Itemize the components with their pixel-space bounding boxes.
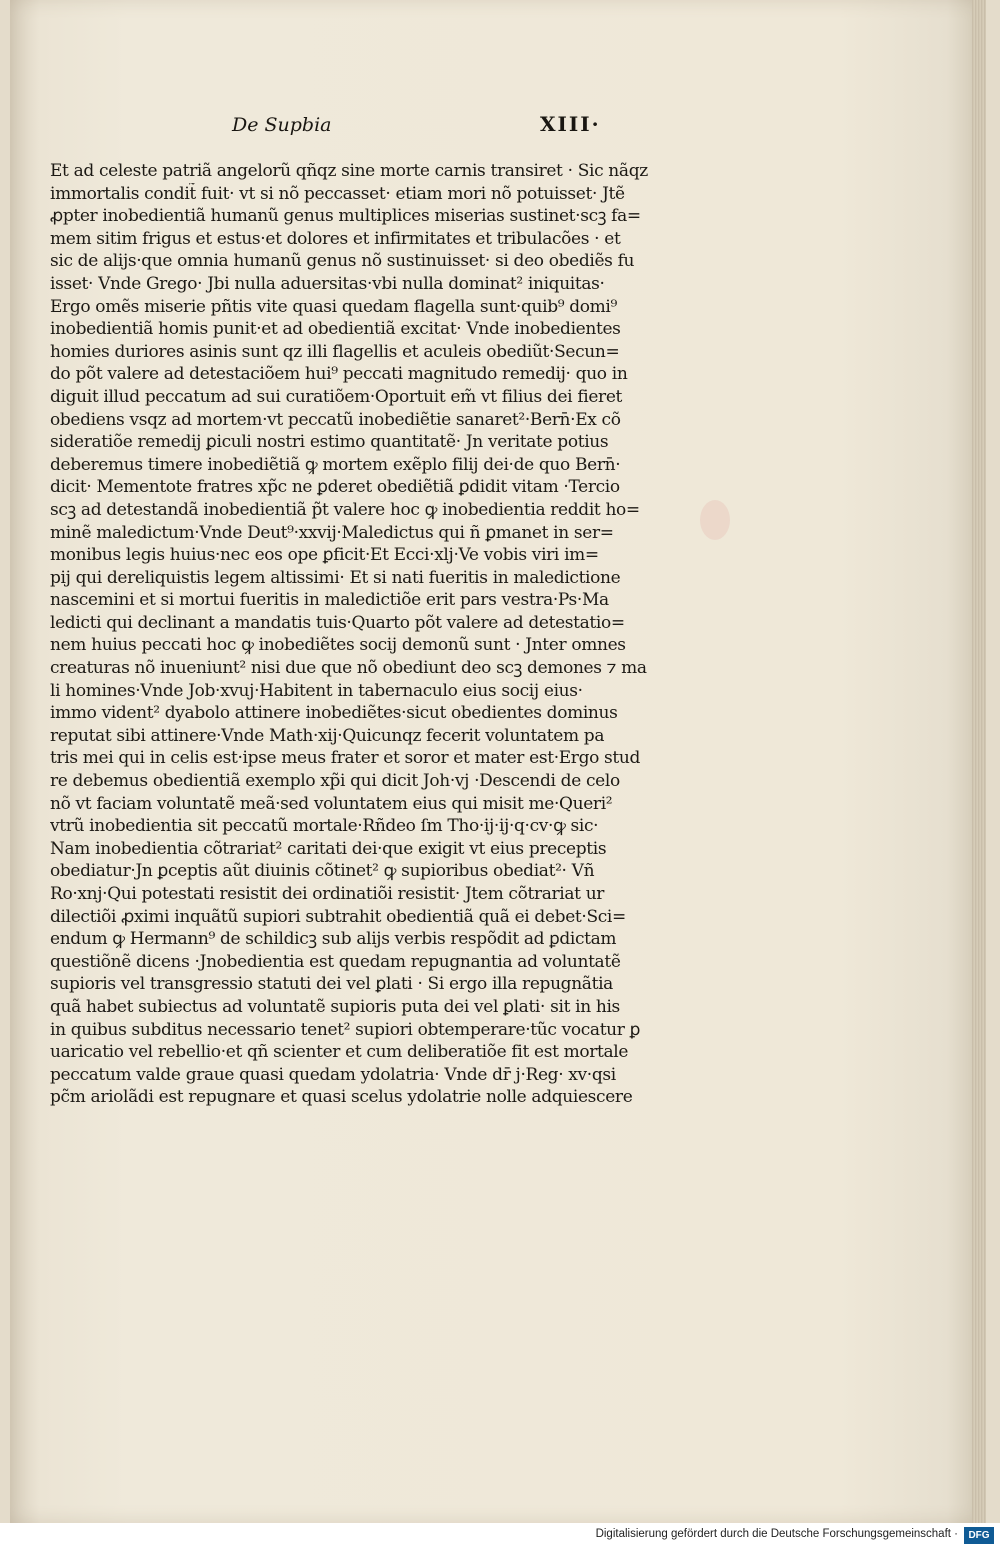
text-line: scꝫ ad detestandã inobedientiã p̃t valere hoc ꝙ inobedientia reddit ho=: [50, 499, 640, 520]
rubric-bleed-mark: [700, 500, 730, 540]
text-line: nascemini et si mortui fueritis in maledictiõe erit pars vestra·Ps·Ma: [50, 590, 609, 611]
text-line: uaricatio vel rebellio·et qñ scienter et cum deliberatiõe fit est mortale: [50, 1042, 629, 1063]
text-line: Ro·xnj·Qui potestati resistit dei ordinatiõi resistit· Jtem cõtrariat ur: [50, 884, 605, 904]
text-line: vtrũ inobedientia sit peccatũ mortale·Rñdeo ſm Tho·ij·ij·q·cv·ꝙ sic·: [50, 816, 599, 837]
text-line: pc̃m ariolãdi est repugnare et quasi scelus ydolatrie nolle adquiescere: [50, 1087, 633, 1108]
text-line: li homines·Vnde Job·xvuj·Habitent in tabernaculo eius socij eius·: [50, 680, 583, 701]
text-line: tris mei qui in celis est·ipse meus frater et soror et mater est·Ergo stud: [50, 748, 641, 769]
text-line: sideratiõe remedij ꝑiculi nostri estimo quantitatẽ· Jn veritate potius: [50, 432, 609, 453]
text-line: isset· Vnde Grego· Jbi nulla aduersitas·vbi nulla dominat² iniquitas·: [50, 273, 605, 294]
page-header: [0, 112, 1000, 142]
text-line: reputat sibi attinere·Vnde Math·xij·Quicunqz fecerit voluntatem pa: [50, 725, 605, 746]
text-line: nem huius peccati hoc ꝙ inobediẽtes socij demonũ sunt · Jnter omnes: [50, 635, 626, 656]
text-line: immortalis condit̃ fuit· vt si nõ peccasset· etiam mori nõ potuisset· Jtẽ: [50, 183, 625, 204]
text-line: obediatur·Jn ꝑceptis aũt diuinis cõtinet² ꝙ supioribus obediat²· Vñ: [50, 861, 595, 882]
page-edge: [972, 0, 986, 1523]
text-line: mem sitim frigus et estus·et dolores et infirmitates et tribulacões · et: [50, 228, 621, 249]
text-line: do põt valere ad detestaciõem hui⁹ peccati magnitudo remedij· quo in: [50, 364, 628, 385]
dfg-logo: DFG: [964, 1527, 994, 1544]
text-line: re debemus obedientiã exemplo xp̃i qui dicit Joh·vj ·Descendi de celo: [50, 771, 620, 792]
text-line: dicit· Mementote fratres xp̃c ne ꝑderet obediẽtiã ꝑdidit vitam ·Tercio: [50, 477, 620, 498]
text-line: nõ vt faciam voluntatẽ meã·sed voluntatem eius qui misit me·Queri²: [50, 793, 613, 814]
text-line: supioris vel transgressio statuti dei vel ꝑlati · Si ergo illa repugnãtia: [50, 974, 613, 995]
text-line: creaturas nõ inueniunt² nisi due que nõ obediunt deo scꝫ demones ⁊ ma: [50, 658, 647, 679]
text-line: sic de alijs·que omnia humanũ genus nõ sustinuisset· si deo obediẽs fu: [50, 251, 635, 272]
text-line: ꝓpter inobedientiã humanũ genus multiplices miserias sustinet·scꝫ fa=: [50, 206, 641, 227]
text-line: questiõnẽ dicens ·Jnobedientia est quedam repugnantia ad voluntatẽ: [50, 951, 621, 972]
text-line: dilectiõi ꝓximi inquãtũ supiori subtrahit obedientiã quã ei debet·Sci=: [50, 906, 626, 927]
text-line: pij qui dereliquistis legem altissimi· Et si nati fueritis in maledictione: [50, 567, 621, 588]
text-line: homies duriores asinis sunt qz illi flagellis et aculeis obediũt·Secun=: [50, 341, 620, 362]
footer-bar: [0, 1523, 1000, 1550]
funding-credit: Digitalisierung gefördert durch die Deutsche Forschungsgemeinschaft ·: [595, 1528, 958, 1540]
text-line: immo vident² dyabolo attinere inobediẽtes·sicut obedientes dominus: [50, 703, 618, 724]
text-line: monibus legis huius·nec eos ope ꝑficit·Et Ecci·xlj·Ve vobis viri im=: [50, 545, 599, 566]
folio-number: XIII·: [540, 112, 601, 136]
text-line: quã habet subiectus ad voluntatẽ supioris puta dei vel ꝑlati· sit in his: [50, 996, 620, 1017]
text-line: endum ꝙ Hermann⁹ de schildicꝫ sub alijs verbis respõdit ad ꝑdictam: [50, 929, 617, 950]
text-line: Et ad celeste patriã angelorũ qñqz sine morte carnis transiret · Sic nãqz: [50, 161, 648, 181]
text-line: Nam inobedientia cõtrariat² caritati dei·que exigit vt eius preceptis: [50, 838, 607, 859]
text-line: in quibus subditus necessario tenet² supiori obtemperare·tũc vocatur ꝑ: [50, 1019, 641, 1040]
text-line: deberemus timere inobediẽtiã ꝙ mortem exẽplo filij dei·de quo Bern̄·: [50, 454, 621, 475]
running-head: De Supbia: [232, 114, 332, 136]
text-line: minẽ maledictum·Vnde Deut⁹·xxvij·Maledictus qui ñ ꝑmanet in ser=: [50, 522, 614, 543]
text-line: ledicti qui declinant a mandatis tuis·Quarto põt valere ad detestatio=: [50, 612, 625, 633]
text-line: inobedientiã homis punit·et ad obedientiã excitat· Vnde inobedientes: [50, 319, 621, 340]
text-line: peccatum valde graue quasi quedam ydolatria· Vnde dr̄ j·Reg· xv·qsi: [50, 1064, 616, 1085]
text-line: digui̇t illud peccatum ad sui curatiõem·Oportuit em̃ vt filius dei fieret: [50, 386, 623, 407]
text-line: obediens vsqz ad mortem·vt peccatũ inobediẽtie sanaret²·Bern̄·Ex cõ: [50, 409, 621, 430]
text-column: [50, 160, 690, 1109]
text-line: Ergo omẽs miserie pñtis vite quasi quedam flagella sunt·quib⁹ domi⁹: [50, 296, 617, 317]
